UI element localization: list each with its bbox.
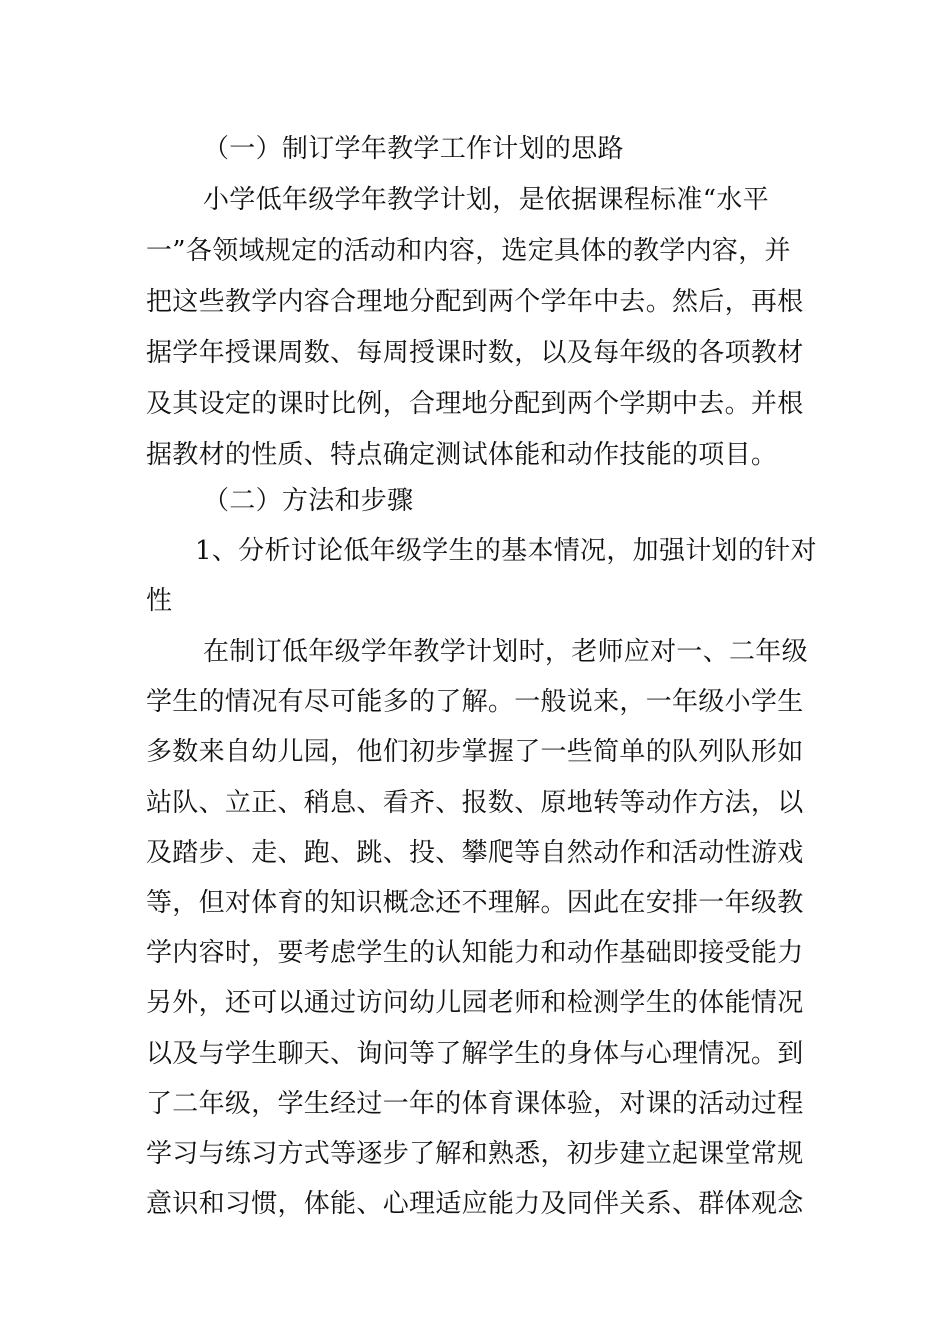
section-heading-2: （二）方法和步骤 xyxy=(203,486,414,516)
list-item-line: 1、分析讨论低年级学生的基本情况，加强计划的针对 xyxy=(195,536,817,566)
paragraph-line: 了二年级，学生经过一年的体育课体验，对课的活动过程 xyxy=(146,1089,804,1119)
list-item-line: 性 xyxy=(146,586,173,616)
paragraph-line: 据教材的性质、特点确定测试体能和动作技能的项目。 xyxy=(146,440,778,470)
paragraph-line: 一”各领域规定的活动和内容，选定具体的教学内容，并 xyxy=(146,236,791,266)
paragraph-line: 学生的情况有尽可能多的了解。一般说来，一年级小学生 xyxy=(146,687,804,717)
paragraph-line: 另外，还可以通过访问幼儿园老师和检测学生的体能情况 xyxy=(146,988,804,1018)
paragraph-line: 据学年授课周数、每周授课时数，以及每年级的各项教材 xyxy=(146,338,804,368)
paragraph-line: 及踏步、走、跑、跳、投、攀爬等自然动作和活动性游戏 xyxy=(146,838,804,868)
paragraph-line: 及其设定的课时比例，合理地分配到两个学期中去。并根 xyxy=(146,389,804,419)
paragraph-line: 小学低年级学年教学计划，是依据课程标准“水平 xyxy=(203,185,769,215)
paragraph-line: 把这些教学内容合理地分配到两个学年中去。然后，再根 xyxy=(146,287,804,317)
paragraph-line: 意识和习惯，体能、心理适应能力及同伴关系、群体观念 xyxy=(146,1189,804,1219)
paragraph-line: 站队、立正、稍息、看齐、报数、原地转等动作方法，以 xyxy=(146,788,804,818)
section-heading-1: （一）制订学年教学工作计划的思路 xyxy=(203,134,624,164)
paragraph-line: 学习与练习方式等逐步了解和熟悉，初步建立起课堂常规 xyxy=(146,1139,804,1169)
paragraph-line: 等，但对体育的知识概念还不理解。因此在安排一年级教 xyxy=(146,888,804,918)
paragraph-line: 多数来自幼儿园，他们初步掌握了一些简单的队列队形如 xyxy=(146,737,804,767)
paragraph-line: 以及与学生聊天、询问等了解学生的身体与心理情况。到 xyxy=(146,1039,804,1069)
paragraph-line: 学内容时，要考虑学生的认知能力和动作基础即接受能力 xyxy=(146,938,804,968)
paragraph-line: 在制订低年级学年教学计划时，老师应对一、二年级 xyxy=(203,637,808,667)
